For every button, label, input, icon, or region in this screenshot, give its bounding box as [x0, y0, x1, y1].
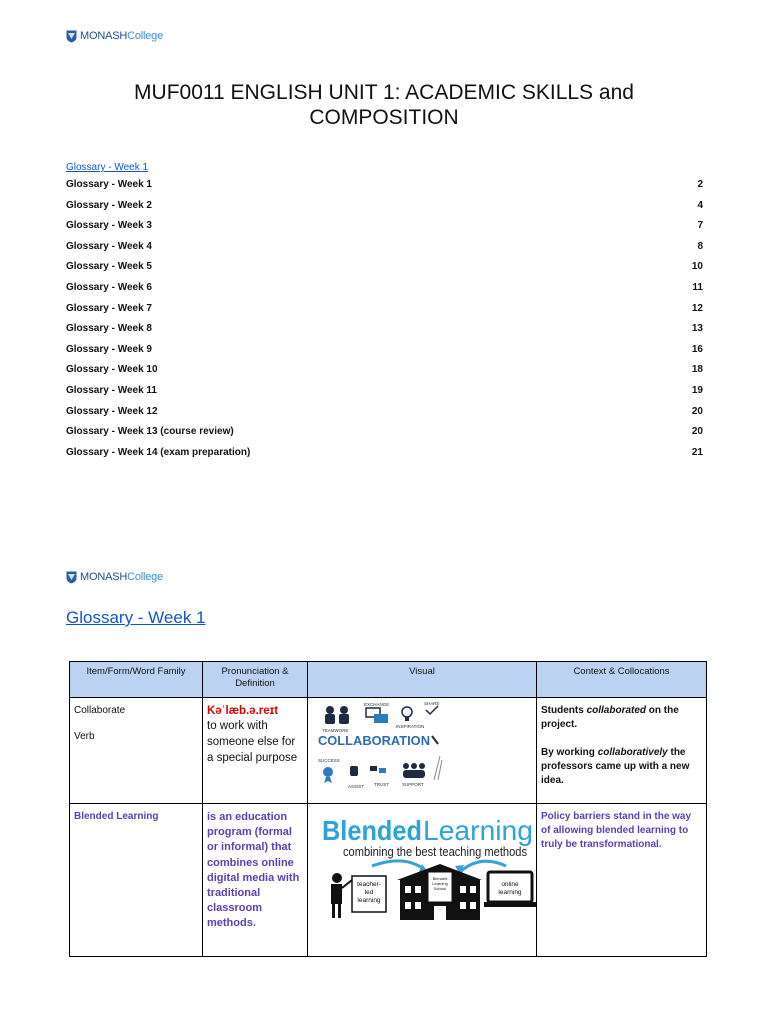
term: Blended Learning [74, 811, 159, 822]
toc-entry-label: Glossary - Week 2 [66, 199, 152, 211]
toc-entry-label: Glossary - Week 12 [66, 405, 158, 417]
toc-entry[interactable] [66, 343, 703, 364]
toc-entry-label: Glossary - Week 14 (exam preparation) [66, 446, 251, 458]
toc-entry[interactable] [66, 322, 703, 343]
context-cell [537, 698, 707, 804]
svg-text:led: led [364, 889, 374, 896]
context-sentence-2: By working collaboratively the professors came up with a new idea. [541, 747, 690, 786]
toc-entry-page: 10 [691, 261, 703, 273]
header-item: Item/Form/Word Family [70, 662, 203, 698]
toc-entry[interactable] [66, 425, 703, 446]
term: Collaborate [74, 705, 126, 716]
toc-entry-label: Glossary - Week 9 [66, 343, 152, 355]
toc-entry[interactable] [66, 363, 703, 384]
toc-entry-page: 4 [697, 199, 703, 211]
svg-text:learning: learning [498, 889, 522, 896]
svg-text:Blended: Blended [322, 815, 422, 846]
header-context: Context & Collocations [537, 662, 707, 698]
context-cell [537, 804, 707, 957]
table-row [70, 804, 707, 957]
visual-cell [308, 804, 537, 957]
document-title-line2: COMPOSITION [309, 106, 459, 129]
toc-entry-label: Glossary - Week 6 [66, 281, 152, 293]
pronunciation-cell [203, 698, 308, 804]
svg-text:INSPIRATION: INSPIRATION [396, 724, 425, 729]
toc-heading-link[interactable]: Glossary - Week 1 [66, 162, 149, 173]
toc-entry-label: Glossary - Week 10 [66, 364, 158, 376]
svg-text:combining the best teaching me: combining the best teaching methods [343, 844, 528, 859]
context-sentence: Policy barriers stand in the way of allowing blended learning to truly be transformational. [541, 811, 692, 850]
table-row [70, 698, 707, 804]
definition-cell [203, 804, 308, 957]
header-visual: Visual [308, 662, 537, 698]
svg-text:TEAMWORK: TEAMWORK [322, 728, 349, 733]
svg-text:ASSIST: ASSIST [348, 784, 365, 789]
svg-text:Learning: Learning [423, 815, 533, 846]
toc-entry-label: Glossary - Week 8 [66, 323, 152, 335]
svg-text:Learning: Learning [432, 881, 448, 886]
toc-entry-page: 20 [691, 405, 703, 417]
toc-entry-page: 20 [691, 426, 703, 438]
svg-text:EXCHANGE: EXCHANGE [364, 702, 390, 707]
svg-text:SUPPORT: SUPPORT [402, 782, 424, 787]
monash-logo-2 [66, 569, 163, 585]
svg-text:SHARE: SHARE [424, 701, 440, 706]
toc-entry-label: Glossary - Week 13 (course review) [66, 426, 234, 438]
toc-entry-page: 13 [691, 323, 703, 335]
svg-text:School: School [433, 886, 447, 891]
toc-entry[interactable] [66, 219, 703, 240]
glossary-table [69, 661, 707, 957]
toc-entry[interactable] [66, 302, 703, 323]
section-heading-week1[interactable]: Glossary - Week 1 [66, 608, 206, 627]
definition: to work with someone else for a special purpose [207, 720, 298, 764]
item-cell [70, 698, 203, 804]
toc-entry-label: Glossary - Week 11 [66, 384, 157, 396]
toc-entry-page: 7 [697, 220, 703, 232]
monash-brand: MONASHCollege [80, 30, 163, 42]
toc-entry[interactable] [66, 178, 703, 199]
monash-shield-icon [66, 30, 77, 43]
toc-entry[interactable] [66, 446, 703, 467]
toc-entry[interactable] [66, 260, 703, 281]
collaboration-image [316, 700, 456, 796]
toc-entry-label: Glossary - Week 4 [66, 240, 152, 252]
monash-logo [66, 28, 163, 44]
toc-entry-page: 8 [697, 240, 703, 252]
pronunciation: Kəˈlæb.ə.reɪt [207, 705, 279, 717]
toc-entry-page: 21 [691, 446, 703, 458]
svg-text:COLLABORATION: COLLABORATION [318, 734, 430, 748]
table-of-contents [66, 178, 703, 466]
toc-entry[interactable] [66, 240, 703, 261]
toc-entry[interactable] [66, 199, 703, 220]
svg-text:learning: learning [357, 897, 381, 904]
svg-text:online: online [501, 881, 519, 888]
document-title-line1: MUF0011 ENGLISH UNIT 1: ACADEMIC SKILLS and [134, 81, 634, 104]
blended-learning-image [310, 806, 534, 926]
table-header-row [70, 662, 707, 698]
toc-entry-page: 12 [691, 302, 703, 314]
toc-entry-page: 18 [691, 364, 703, 376]
toc-entry[interactable] [66, 281, 703, 302]
monash-shield-icon [66, 571, 77, 584]
header-pronunciation: Pronunciation & Definition [203, 662, 308, 698]
svg-text:SUCCESS: SUCCESS [318, 758, 340, 763]
toc-entry-label: Glossary - Week 7 [66, 302, 152, 314]
toc-entry-page: 16 [691, 343, 703, 355]
context-sentence-1: Students collaborated on the project. [541, 705, 679, 730]
toc-entry-page: 19 [691, 384, 703, 396]
svg-text:teacher-: teacher- [357, 881, 381, 888]
definition: is an education program (formal or informal) that combines online digital media with traditional classroom methods. [207, 811, 300, 930]
toc-entry[interactable] [66, 405, 703, 426]
toc-entry-page: 11 [692, 281, 703, 293]
visual-cell [308, 698, 537, 804]
document-title [0, 80, 768, 130]
monash-brand: MONASHCollege [80, 571, 163, 583]
toc-entry[interactable] [66, 384, 703, 405]
toc-entry-label: Glossary - Week 5 [66, 261, 152, 273]
part-of-speech: Verb [74, 731, 95, 742]
toc-entry-page: 2 [697, 179, 703, 190]
toc-entry-label: Glossary - Week 1 [66, 179, 152, 190]
svg-text:Blended: Blended [432, 876, 448, 881]
toc-entry-label: Glossary - Week 3 [66, 220, 152, 232]
svg-text:TRUST: TRUST [374, 782, 389, 787]
item-cell [70, 804, 203, 957]
